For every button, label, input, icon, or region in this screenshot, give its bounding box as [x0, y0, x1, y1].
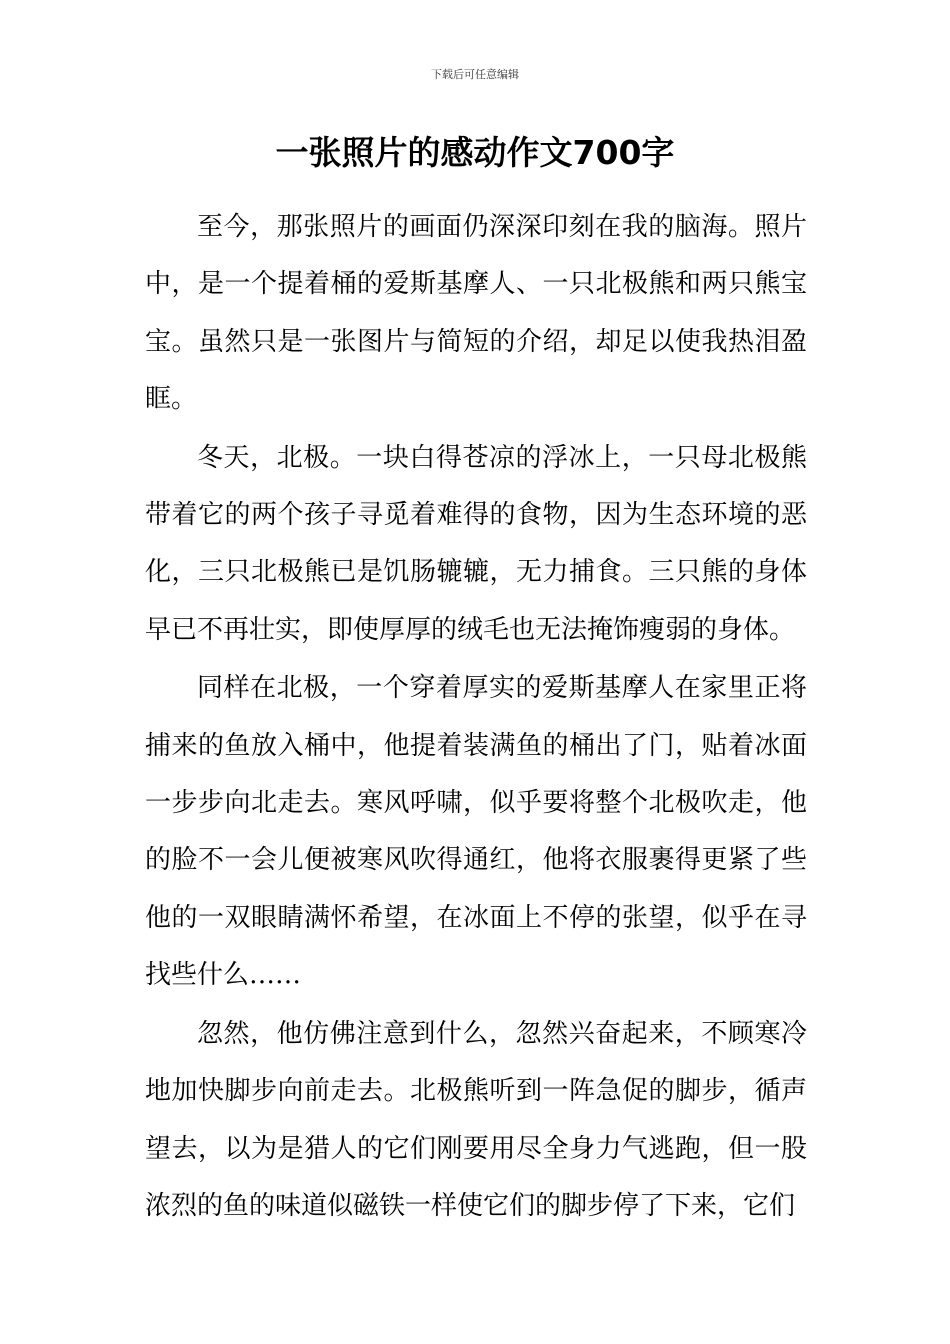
- paragraph-1: 至今，那张照片的画面仍深深印刻在我的脑海。照片中，是一个提着桶的爱斯基摩人、一只北极熊和两只熊宝宝。虽然只是一张图片与简短的介绍，却足以使我热泪盈眶。: [145, 212, 807, 415]
- page-title: 一张照片的感动作文700字: [275, 133, 675, 172]
- paragraph-3: 同样在北极，一个穿着厚实的爱斯基摩人在家里正将捕来的鱼放入桶中，他提着装满鱼的桶出了门，贴着冰面一步步向北走去。寒风呼啸，似乎要将整个北极吹走，他的脸不一会儿便被寒风吹得通红，他将衣服裹得更紧了些他的一双眼睛满怀希望，在冰面上不停的张望，似乎在寻找些什么……: [145, 673, 807, 991]
- paragraph-2: 冬天，北极。一块白得苍凉的浮冰上，一只母北极熊带着它的两个孩子寻觅着难得的食物，因为生态环境的恶化，三只北极熊已是饥肠辘辘，无力捕食。三只熊的身体早已不再壮实，即使厚厚的绒毛也无法掩饰瘦弱的身体。: [145, 442, 807, 645]
- header-note: 下载后可任意编辑: [431, 68, 519, 81]
- paragraph-4: 忽然，他仿佛注意到什么，忽然兴奋起来，不顾寒冷地加快脚步向前走去。北极熊听到一阵急促的脚步，循声望去，以为是猎人的它们刚要用尽全身力气逃跑，但一股浓烈的鱼的味道似磁铁一样使它们的脚步停了下来，它们: [145, 1018, 807, 1221]
- article-body: [145, 199, 807, 1236]
